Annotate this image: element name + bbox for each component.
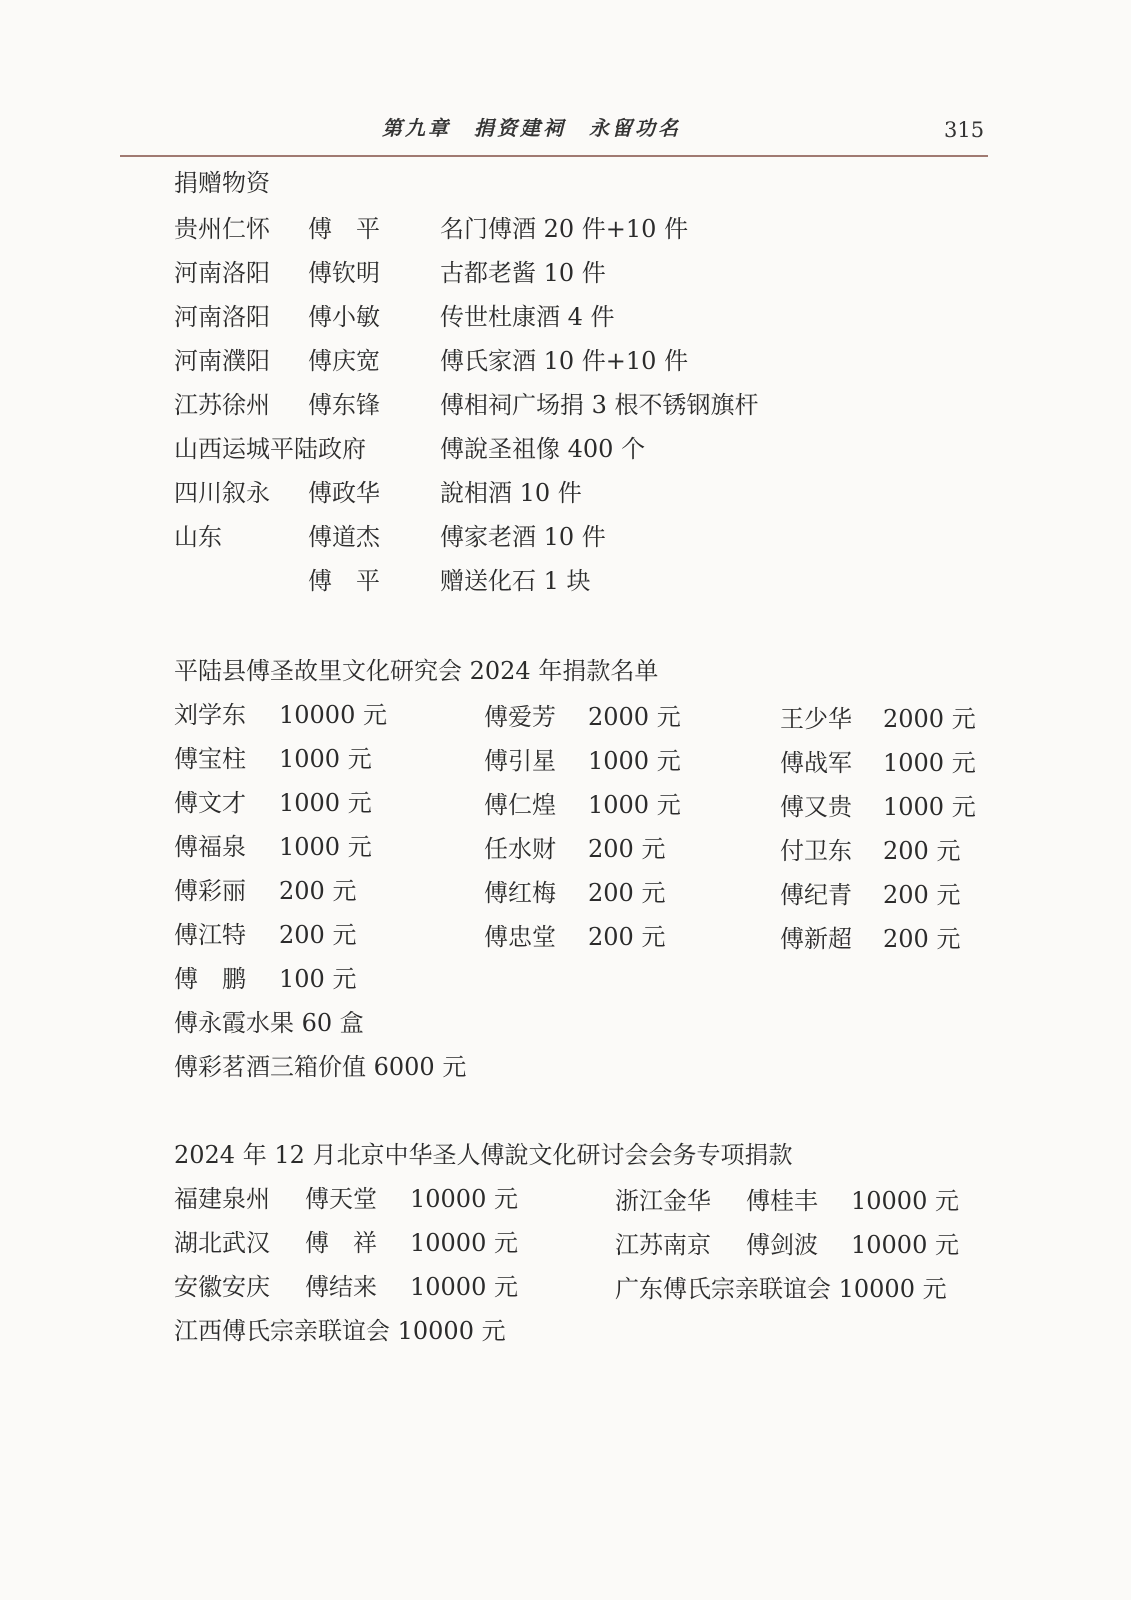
donor-region: 江苏南京 <box>615 1231 711 1259</box>
donor-amount: 200 元 <box>883 881 961 909</box>
donor-amount: 200 元 <box>588 835 666 863</box>
donor-amount: 10000 元 <box>410 1185 518 1213</box>
donor-name: 傅新超 <box>780 925 852 953</box>
row-name: 傅 平 <box>308 215 380 243</box>
donor-name: 傅又贵 <box>780 793 852 821</box>
row-region: 河南洛阳 <box>174 259 270 287</box>
row-region: 河南濮阳 <box>174 347 270 375</box>
donor-amount: 1000 元 <box>279 789 372 817</box>
donor-region: 浙江金华 <box>615 1187 711 1215</box>
donor-name: 傅 祥 <box>305 1229 377 1257</box>
page-number: 315 <box>944 118 985 142</box>
donor-name: 傅桂丰 <box>746 1187 818 1215</box>
donor-organization: 广东傅氏宗亲联谊会 10000 元 <box>615 1275 947 1303</box>
donor-amount: 1000 元 <box>883 749 976 777</box>
donor-amount: 1000 元 <box>588 747 681 775</box>
donor-amount: 200 元 <box>588 923 666 951</box>
donor-amount: 200 元 <box>279 877 357 905</box>
row-region: 山东 <box>174 523 222 551</box>
donor-amount: 1000 元 <box>279 833 372 861</box>
donor-name: 傅 鹏 <box>174 965 246 993</box>
donor-amount: 10000 元 <box>410 1229 518 1257</box>
donor-name: 傅战军 <box>780 749 852 777</box>
row-item: 傅說圣祖像 400 个 <box>440 435 646 463</box>
donor-region: 福建泉州 <box>174 1185 270 1213</box>
donor-amount: 10000 元 <box>851 1187 959 1215</box>
donor-amount: 10000 元 <box>410 1273 518 1301</box>
header-rule <box>120 155 988 157</box>
row-name: 傅道杰 <box>308 523 380 551</box>
donor-name: 王少华 <box>780 705 852 733</box>
donor-name: 傅纪青 <box>780 881 852 909</box>
donor-name: 傅福泉 <box>174 833 246 861</box>
donation-note: 傅彩茗酒三箱价值 6000 元 <box>174 1053 467 1081</box>
donor-amount: 100 元 <box>279 965 357 993</box>
donor-amount: 1000 元 <box>883 793 976 821</box>
section-title-beijing-symposium: 2024 年 12 月北京中华圣人傅說文化研讨会会务专项捐款 <box>174 1141 793 1169</box>
donor-amount: 1000 元 <box>279 745 372 773</box>
running-head: 第九章 捐资建祠 永留功名 <box>382 116 681 140</box>
donor-amount: 200 元 <box>883 837 961 865</box>
row-name: 傅政华 <box>308 479 380 507</box>
donor-name: 刘学东 <box>174 701 246 729</box>
donor-name: 傅天堂 <box>305 1185 377 1213</box>
donor-amount: 10000 元 <box>851 1231 959 1259</box>
row-item: 名门傅酒 20 件+10 件 <box>440 215 689 243</box>
donor-amount: 2000 元 <box>588 703 681 731</box>
donor-name: 傅爱芳 <box>484 703 556 731</box>
donor-name: 傅忠堂 <box>484 923 556 951</box>
donor-region: 安徽安庆 <box>174 1273 270 1301</box>
donor-organization: 江西傅氏宗亲联谊会 10000 元 <box>174 1317 506 1345</box>
row-item: 說相酒 10 件 <box>440 479 582 507</box>
row-item: 赠送化石 1 块 <box>440 567 591 595</box>
donor-amount: 2000 元 <box>883 705 976 733</box>
donor-name: 傅剑波 <box>746 1231 818 1259</box>
donor-name: 付卫东 <box>780 837 852 865</box>
donor-name: 傅仁煌 <box>484 791 556 819</box>
donation-note: 傅永霞水果 60 盒 <box>174 1009 364 1037</box>
donor-name: 任水财 <box>484 835 556 863</box>
row-item: 傅氏家酒 10 件+10 件 <box>440 347 689 375</box>
row-region: 江苏徐州 <box>174 391 270 419</box>
row-item: 傅相祠广场捐 3 根不锈钢旗杆 <box>440 391 759 419</box>
donor-amount: 10000 元 <box>279 701 387 729</box>
donor-name: 傅江特 <box>174 921 246 949</box>
donor-amount: 1000 元 <box>588 791 681 819</box>
donor-name: 傅彩丽 <box>174 877 246 905</box>
row-name: 傅钦明 <box>308 259 380 287</box>
donor-region: 湖北武汉 <box>174 1229 270 1257</box>
row-name: 傅小敏 <box>308 303 380 331</box>
section-title-donated-goods: 捐赠物资 <box>174 169 270 197</box>
donor-amount: 200 元 <box>279 921 357 949</box>
row-item: 傅家老酒 10 件 <box>440 523 606 551</box>
row-region: 贵州仁怀 <box>174 215 270 243</box>
row-item: 传世杜康酒 4 件 <box>440 303 615 331</box>
row-name: 傅 平 <box>308 567 380 595</box>
section-title-2024-donations: 平陆县傅圣故里文化研究会 2024 年捐款名单 <box>174 657 659 685</box>
donor-name: 傅引星 <box>484 747 556 775</box>
row-name: 傅庆宽 <box>308 347 380 375</box>
row-region: 河南洛阳 <box>174 303 270 331</box>
row-region: 山西运城平陆政府 <box>174 435 366 463</box>
donor-amount: 200 元 <box>588 879 666 907</box>
row-name: 傅东锋 <box>308 391 380 419</box>
donor-name: 傅红梅 <box>484 879 556 907</box>
donor-name: 傅文才 <box>174 789 246 817</box>
row-item: 古都老酱 10 件 <box>440 259 606 287</box>
row-region: 四川叙永 <box>174 479 270 507</box>
donor-name: 傅宝柱 <box>174 745 246 773</box>
donor-name: 傅结来 <box>305 1273 377 1301</box>
donor-amount: 200 元 <box>883 925 961 953</box>
